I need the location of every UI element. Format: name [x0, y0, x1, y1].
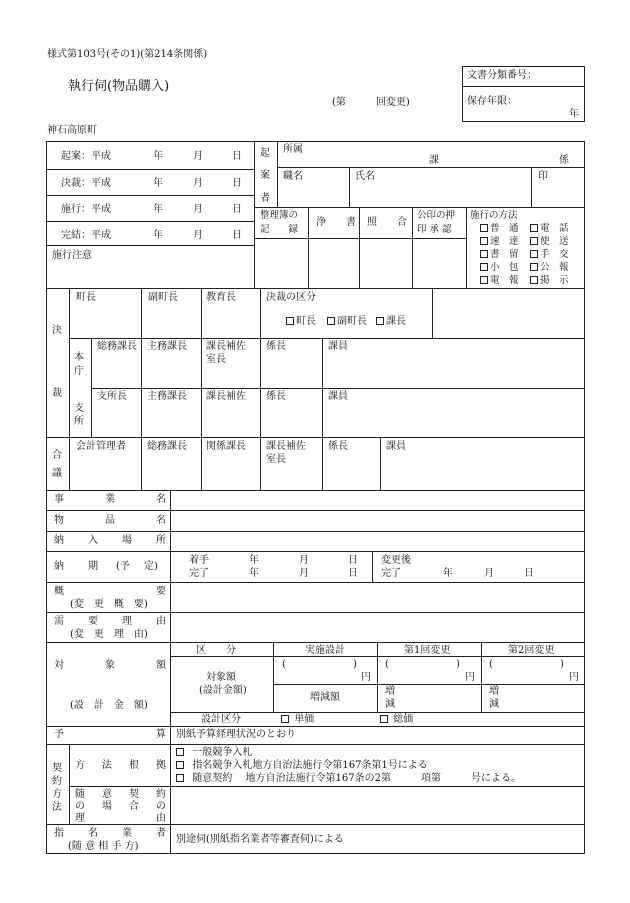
class-option-mayor[interactable]: 町長	[286, 316, 316, 328]
role-label: 関係課長	[206, 441, 246, 452]
yen-unit: 円	[465, 672, 475, 683]
method-title: 施行の方法	[470, 210, 518, 221]
target-label: 対象額	[206, 672, 236, 683]
item-name-label: 品	[105, 515, 115, 526]
method-option[interactable]: 普 通	[480, 223, 519, 235]
clean-copy-label: 浄 書	[316, 217, 356, 228]
method-option[interactable]: 公 報	[530, 262, 569, 274]
after-change-month: 月	[484, 568, 494, 579]
reason-char: 契	[129, 789, 139, 800]
delivery-place-label: 場	[122, 535, 132, 546]
demand-label: 需	[54, 616, 64, 627]
log-label: 整理簿の	[260, 210, 299, 221]
basis-label: 法	[102, 760, 112, 771]
honcho-label: 本	[74, 352, 84, 363]
approval-label-2: 裁	[52, 388, 62, 399]
paren: (	[282, 659, 286, 670]
basis-label: 拠	[156, 760, 166, 771]
item-name-label: 名	[156, 515, 166, 526]
complete-month: 月	[193, 230, 203, 241]
unit-price-option[interactable]: 単価	[281, 714, 314, 726]
draft-month: 月	[193, 151, 203, 162]
business-name-label: 事	[54, 494, 64, 505]
seal-approve-label: 公印の押	[417, 210, 456, 221]
role-label: 主務課長	[147, 391, 187, 402]
decision-year: 年	[153, 178, 163, 189]
paren: (	[385, 659, 389, 670]
method-option[interactable]: 使 送	[530, 236, 569, 248]
method-option[interactable]: 速 達	[480, 236, 519, 248]
amount-label: 額	[156, 660, 166, 671]
start-month: 月	[299, 555, 309, 566]
contract-label: 法	[52, 802, 62, 813]
draft-day: 日	[232, 151, 242, 162]
nominee-label: 名	[88, 828, 98, 839]
amount-label: 象	[105, 660, 115, 671]
method-option[interactable]: 小 包	[480, 262, 519, 274]
role-label: 総務課長	[97, 341, 137, 352]
retention-label: 保存年限：	[467, 96, 517, 107]
reason-char: 理	[75, 813, 85, 824]
finish-day: 日	[348, 568, 358, 579]
demand-label: 由	[156, 616, 166, 627]
summary-label: 要	[156, 586, 166, 597]
role-label: 室長	[266, 454, 286, 465]
method-option[interactable]: 書 留	[480, 249, 519, 261]
check-label: 照 合	[367, 217, 407, 228]
total-price-option[interactable]: 総価	[380, 714, 413, 726]
draft-year: 年	[153, 151, 163, 162]
amount-label: 対	[54, 660, 64, 671]
design-class-label: 設計区分	[201, 714, 241, 725]
role-label: 係長	[266, 341, 286, 352]
decision-class-label: 決裁の区分	[266, 292, 316, 303]
enforce-notes-label: 施行注意	[52, 250, 92, 261]
demand-label: 要	[88, 616, 98, 627]
role-label: 係長	[266, 391, 286, 402]
dec-label: 減	[385, 699, 395, 710]
contract-option-discretionary[interactable]: 随意契約 地方自治法施行令第167条の2第 項第 号による。	[176, 773, 521, 785]
change-1-header: 第1回変更	[404, 645, 451, 656]
section-label: 課	[429, 155, 439, 166]
nominee-label: 者	[156, 828, 166, 839]
reason-char: 場	[102, 801, 112, 812]
class-option-deputy[interactable]: 副町長	[327, 316, 367, 328]
demand-change-label: (変 更 理 由)	[70, 629, 148, 640]
role-label: 課員	[328, 391, 348, 402]
role-label: 係長	[328, 441, 348, 452]
finish-month: 月	[299, 568, 309, 579]
enforce-day: 日	[232, 204, 242, 215]
finish-year: 年	[249, 568, 259, 579]
delivery-place-label: 納	[54, 535, 64, 546]
role-label: 課長補佐	[206, 391, 246, 402]
reason-char: の	[75, 801, 85, 812]
start-year: 年	[249, 555, 259, 566]
yen-unit: 円	[361, 672, 371, 683]
complete-day: 日	[232, 230, 242, 241]
role-label: 総務課長	[147, 441, 187, 452]
reason-char: の	[156, 801, 166, 812]
method-option[interactable]: 手 交	[530, 249, 569, 261]
enforce-date-label: 施行：平成	[61, 204, 111, 215]
reason-char: 由	[156, 813, 166, 824]
delivery-period-label: 期	[88, 561, 98, 572]
role-label: 会計管理者	[76, 441, 126, 452]
role-label: 課員	[328, 341, 348, 352]
division-header: 区 分	[196, 645, 236, 656]
mayor-label: 町長	[76, 292, 96, 303]
budget-label: 予	[54, 729, 64, 740]
delivery-period-label: (予	[116, 561, 130, 572]
change-number: (第 回変更)	[332, 97, 410, 108]
delivery-place-label: 入	[88, 535, 98, 546]
delivery-period-label: 定)	[144, 561, 158, 572]
demand-label: 理	[122, 616, 132, 627]
seal-label: 印	[538, 171, 548, 182]
class-option-chief[interactable]: 課長	[376, 316, 406, 328]
contract-label: 方	[52, 789, 62, 800]
log-label-2: 記 録	[260, 224, 299, 235]
nominee-label: 指	[54, 828, 64, 839]
change-2-header: 第2回変更	[508, 645, 555, 656]
method-option[interactable]: 電 報	[480, 275, 519, 287]
design-amount-label: (設 計 金 額)	[70, 700, 148, 711]
target-sub-label: (設計金額)	[199, 685, 247, 696]
paren: )	[456, 659, 460, 670]
subsection-label: 係	[559, 155, 569, 166]
branch-label-2: 所	[74, 416, 84, 427]
retention-unit: 年	[569, 109, 579, 120]
delivery-place-label: 所	[156, 535, 166, 546]
branch-label: 支	[74, 403, 84, 414]
nominee-sub-label: (随 意 相 手 方)	[68, 841, 139, 852]
method-option[interactable]: 電 話	[530, 223, 569, 235]
draft-date-label: 起案：平成	[61, 151, 111, 162]
inc-label: 増	[385, 686, 395, 697]
page-title: 執行伺(物品購入)	[68, 79, 170, 94]
role-label: 課長補佐	[206, 341, 246, 352]
role-label: 主務課長	[147, 341, 187, 352]
honcho-label-2: 庁	[74, 366, 84, 377]
nominee-text: 別途伺(別紙指名業者等審査伺)による	[176, 834, 344, 845]
approval-label: 決	[52, 325, 62, 336]
contract-option-general[interactable]: 一般競争入札	[176, 747, 252, 759]
budget-label: 算	[156, 729, 166, 740]
impl-design-header: 実施設計	[305, 645, 345, 656]
delivery-period-label: 納	[54, 561, 64, 572]
superintendent-label: 教育長	[206, 292, 236, 303]
yen-unit: 円	[569, 672, 579, 683]
after-change-label: 変更後	[381, 555, 411, 566]
complete-date-label: 完結：平成	[61, 230, 111, 241]
business-name-label: 業	[105, 494, 115, 505]
after-change-year: 年	[443, 568, 453, 579]
complete-year: 年	[153, 230, 163, 241]
form-number: 様式第103号(その1)(第214条関係)	[47, 49, 208, 60]
affiliation-label: 所属	[283, 144, 303, 155]
decision-date-label: 決裁：平成	[61, 178, 111, 189]
start-day: 日	[348, 555, 358, 566]
reason-char: 合	[129, 801, 139, 812]
name-label: 氏名	[355, 171, 375, 182]
start-label: 着手	[189, 555, 209, 566]
nominee-label: 業	[122, 828, 132, 839]
after-change-finish: 完了	[381, 568, 401, 579]
role-label: 課員	[386, 441, 406, 452]
enforce-month: 月	[193, 204, 203, 215]
basis-label: 方	[75, 760, 85, 771]
dec-label: 減	[489, 699, 499, 710]
drafter-char: 起	[260, 148, 270, 159]
basis-label: 根	[129, 760, 139, 771]
summary-label: 概	[54, 586, 64, 597]
doc-class-label: 文書分類番号：	[467, 70, 537, 81]
method-option[interactable]: 掲 示	[530, 275, 569, 287]
item-name-label: 物	[54, 515, 64, 526]
inc-label: 増	[489, 686, 499, 697]
paren: )	[560, 659, 564, 670]
after-change-day: 日	[524, 568, 534, 579]
budget-text: 別紙予算経理状況のとおり	[176, 729, 296, 740]
paren: (	[489, 659, 493, 670]
role-label: 支所長	[97, 391, 127, 402]
reason-char: 意	[102, 789, 112, 800]
consult-label-2: 議	[52, 468, 62, 479]
drafter-char: 案	[260, 170, 270, 181]
consult-label: 合	[52, 450, 62, 461]
incdec-label: 増減額	[310, 692, 340, 703]
enforce-year: 年	[153, 204, 163, 215]
decision-day: 日	[232, 178, 242, 189]
role-label: 室長	[206, 354, 226, 365]
deputy-mayor-label: 副町長	[148, 292, 178, 303]
reason-char: 約	[156, 789, 166, 800]
reason-char: 随	[75, 789, 85, 800]
paren: )	[353, 659, 357, 670]
seal-approve-label-2: 印 承 認	[417, 224, 452, 235]
decision-month: 月	[193, 178, 203, 189]
summary-change-label: (変 更 概 要)	[70, 599, 148, 610]
role-label: 課長補佐	[266, 441, 306, 452]
business-name-label: 名	[156, 494, 166, 505]
drafter-char: 者	[260, 193, 270, 204]
finish-label: 完了	[189, 568, 209, 579]
position-label: 職名	[283, 171, 303, 182]
contract-label: 約	[52, 776, 62, 787]
contract-option-designated[interactable]: 指名競争入札地方自治法施行令第167条第1号による	[176, 760, 428, 772]
town-name: 神石高原町	[47, 125, 97, 136]
contract-label: 契	[52, 763, 62, 774]
